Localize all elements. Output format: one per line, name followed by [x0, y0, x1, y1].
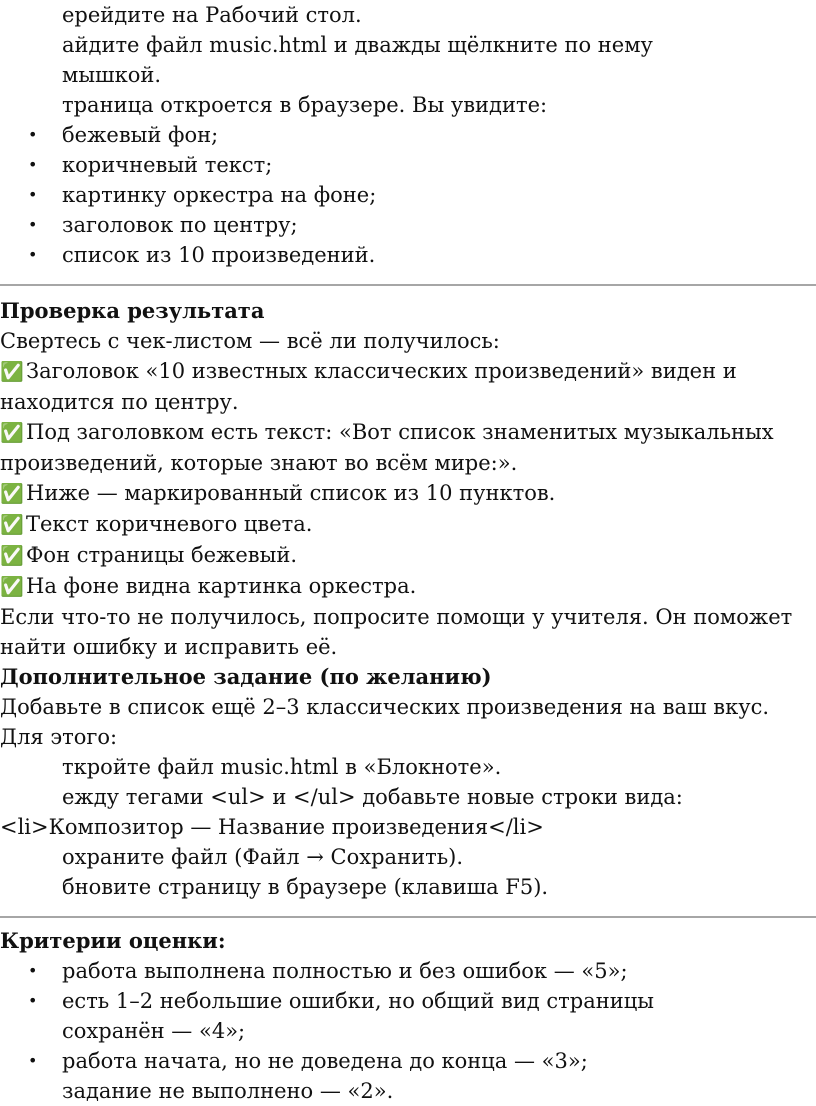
criteria-last: задание не выполнено — «2».: [62, 1079, 394, 1103]
extra-step: ежду тегами <ul> и </ul> добавьте новые строки вида:: [62, 785, 683, 809]
extra-intro: Добавьте в список ещё 2–3 классических произведения на ваш вкус. Для этого:: [0, 695, 770, 749]
check-icon: ✅: [0, 545, 24, 567]
step-line: траница откроется в браузере. Вы увидите:: [62, 93, 548, 117]
list-item: • есть 1–2 небольшие ошибки, но общий вид страницы сохранён — «4»;: [0, 986, 816, 1046]
list-item: • коричневый текст;: [0, 150, 816, 180]
list-item: • бежевый фон;: [0, 120, 816, 150]
check-icon: ✅: [0, 514, 24, 536]
step-line: мышкой.: [62, 63, 162, 87]
extra-step: бновите страницу в браузере (клавиша F5).: [62, 875, 549, 899]
checklist-item: ✅ Фон страницы бежевый.: [0, 540, 816, 571]
checklist-item: ✅ На фоне видна картинка оркестра.: [0, 571, 816, 602]
section-heading-criteria: Критерии оценки:: [0, 928, 226, 953]
checklist-item: ✅ Заголовок «10 известных классических произведений» виден и находится по центру.: [0, 359, 737, 414]
section-heading-check: Проверка результата: [0, 298, 265, 323]
step-line: ерейдите на Рабочий стол.: [62, 3, 362, 27]
checklist-item: ✅ Ниже — маркированный список из 10 пунктов.: [0, 478, 816, 509]
list-item: • работа начата, но не доведена до конца — «3»;: [0, 1046, 816, 1076]
check-icon: ✅: [0, 483, 24, 505]
code-sample: <li>Композитор — Название произведения</li>: [0, 815, 544, 839]
check-intro: Свертесь с чек-листом — всё ли получилось:: [0, 329, 500, 353]
check-icon: ✅: [0, 361, 24, 383]
check-outro: Если что-то не получилось, попросите помощи у учителя. Он поможет найти ошибку и исправить её.: [0, 605, 793, 659]
check-icon: ✅: [0, 576, 24, 598]
checklist-item: ✅ Под заголовком есть текст: «Вот список знаменитых музыкальных произведений, которые знают во всём мире:».: [0, 420, 774, 475]
extra-step: охраните файл (Файл → Сохранить).: [62, 845, 463, 869]
check-icon: ✅: [0, 422, 24, 444]
section-heading-extra: Дополнительное задание (по желанию): [0, 664, 492, 689]
list-item: • картинку оркестра на фоне;: [0, 180, 816, 210]
checklist-item: ✅ Текст коричневого цвета.: [0, 509, 816, 540]
list-item: • работа выполнена полностью и без ошибок — «5»;: [0, 956, 816, 986]
extra-step: ткройте файл music.html в «Блокноте».: [62, 755, 502, 779]
step-line: айдите файл music.html и дважды щёлкните по нему: [62, 33, 653, 57]
list-item: • заголовок по центру;: [0, 210, 816, 240]
list-item: • список из 10 произведений.: [0, 240, 816, 270]
